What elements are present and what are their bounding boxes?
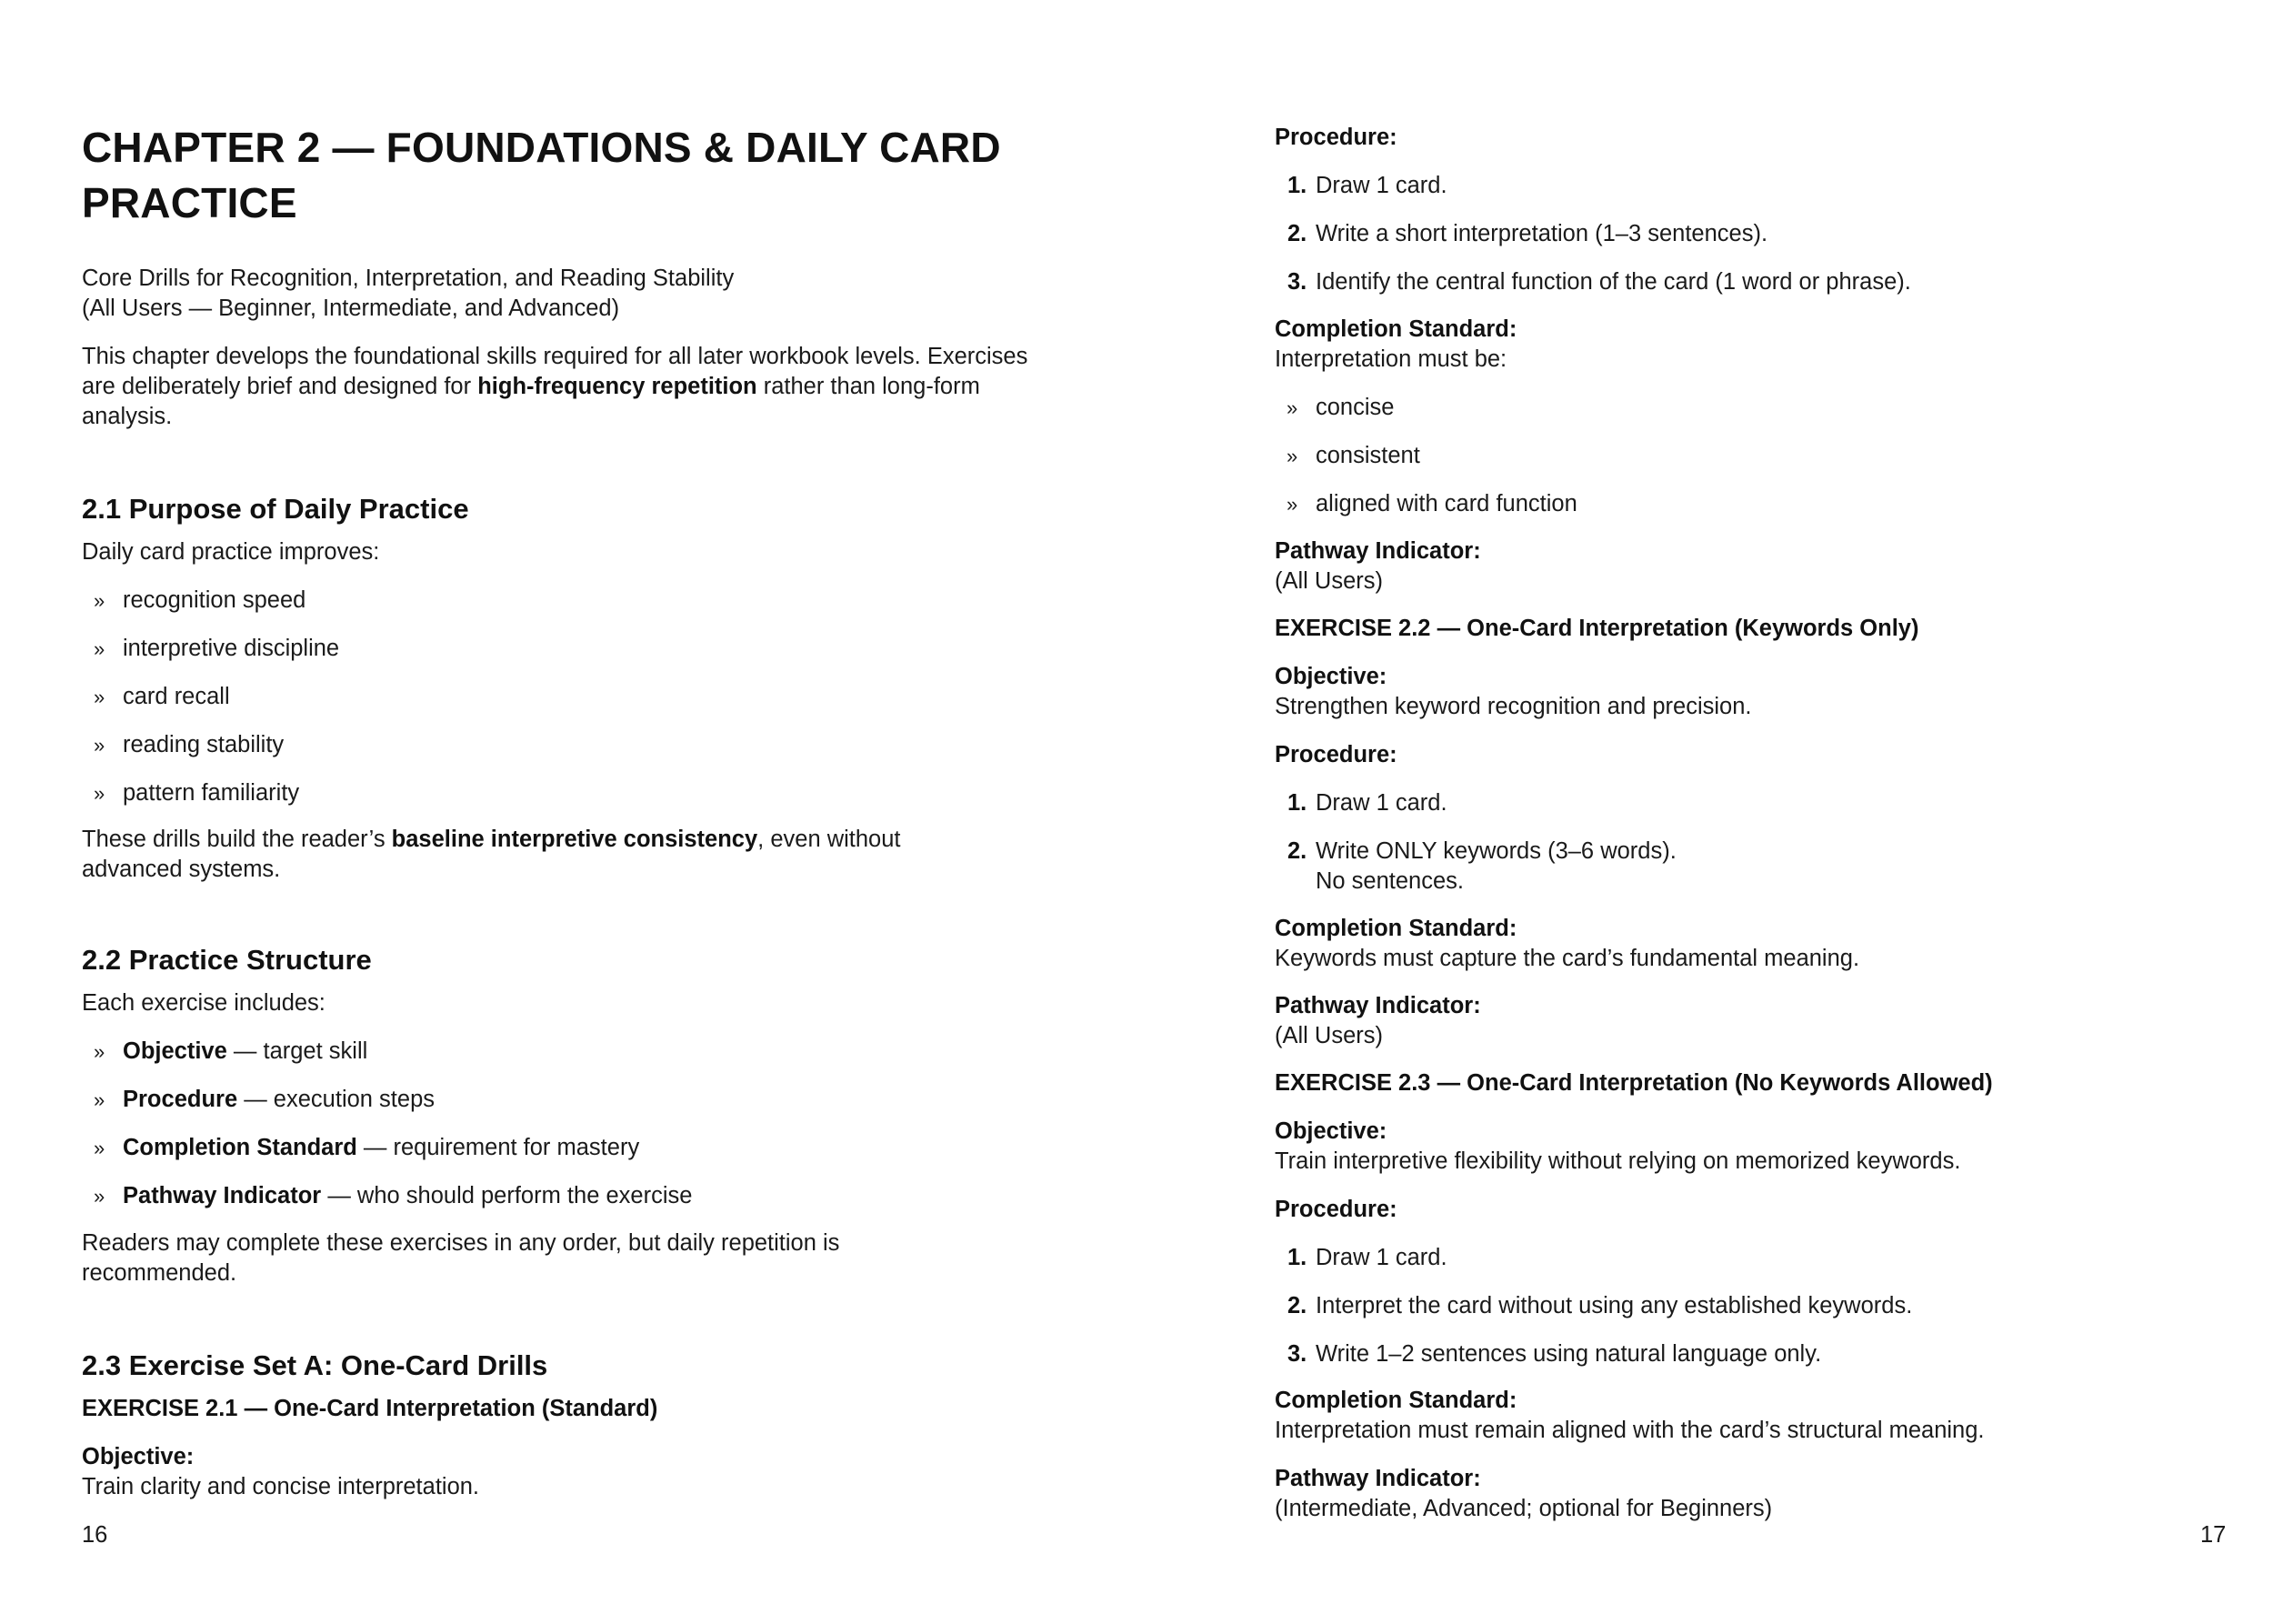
list-item-text: reading stability bbox=[123, 732, 285, 757]
ex21-completion-list bbox=[1275, 393, 2211, 537]
list-item-desc: — target skill bbox=[226, 1038, 368, 1064]
list-item-desc: — requirement for mastery bbox=[356, 1135, 640, 1160]
chapter-intro bbox=[82, 342, 1046, 432]
page-number-left: 16 bbox=[82, 1522, 108, 1548]
ex21-pathway bbox=[1275, 536, 2211, 596]
list-item-term: Completion Standard bbox=[123, 1135, 357, 1160]
completion-label: Completion Standard: bbox=[1275, 1388, 1517, 1413]
pathway-label: Pathway Indicator: bbox=[1275, 538, 1481, 564]
ex21-procedure-label: Procedure: bbox=[1275, 125, 1397, 150]
completion-label: Completion Standard: bbox=[1275, 916, 1517, 941]
subtitle-line-2: (All Users — Beginner, Intermediate, and Advanced) bbox=[82, 296, 620, 321]
step-item bbox=[1275, 171, 2211, 201]
bullet-mark: » bbox=[94, 782, 105, 805]
ex23-procedure-label: Procedure: bbox=[1275, 1197, 1397, 1222]
step-text: Draw 1 card. bbox=[1316, 1245, 1447, 1270]
list-item-term: Pathway Indicator bbox=[123, 1183, 322, 1208]
section-2-1-lead: Daily card practice improves: bbox=[82, 539, 380, 565]
list-item-text: recognition speed bbox=[123, 587, 306, 613]
intro-emphasis: high-frequency repetition bbox=[477, 374, 757, 399]
list-item bbox=[82, 730, 1064, 760]
intro-text-end: rather than long-form analysis. bbox=[82, 374, 980, 429]
list-item-text: consistent bbox=[1316, 443, 1420, 468]
list-item-desc: — execution steps bbox=[237, 1087, 436, 1112]
chapter-subtitle bbox=[82, 264, 1064, 324]
structure-list bbox=[82, 1037, 1064, 1229]
list-item-text: pattern familiarity bbox=[123, 780, 300, 806]
closing-text: These drills build the reader’s bbox=[82, 827, 392, 852]
list-item-text: card recall bbox=[123, 684, 230, 709]
ex23-pathway bbox=[1275, 1464, 2211, 1524]
objective-text: Train interpretive flexibility without relying on memorized keywords. bbox=[1275, 1148, 1961, 1174]
page-number-right: 17 bbox=[2200, 1522, 2227, 1548]
ex22-completion bbox=[1275, 914, 2211, 974]
step-text: Write 1–2 sentences using natural language only. bbox=[1316, 1341, 1822, 1367]
bullet-mark: » bbox=[94, 1088, 105, 1111]
section-2-2-closing: Readers may complete these exercises in any order, but daily repetition is recommended. bbox=[82, 1230, 840, 1286]
list-item bbox=[82, 682, 1064, 712]
step-item bbox=[1275, 267, 2211, 297]
completion-text: Interpretation must be: bbox=[1275, 346, 1507, 372]
list-item bbox=[1275, 441, 2211, 471]
pathway-label: Pathway Indicator: bbox=[1275, 993, 1481, 1018]
objective-label: Objective: bbox=[82, 1444, 195, 1469]
ex22-procedure-label: Procedure: bbox=[1275, 742, 1397, 767]
list-item bbox=[1275, 393, 2211, 423]
list-item-term: Procedure bbox=[123, 1087, 238, 1112]
bullet-mark: » bbox=[94, 1137, 105, 1159]
exercise-2-3-title: EXERCISE 2.3 — One-Card Interpretation (No Keywords Allowed) bbox=[1275, 1070, 1993, 1096]
step-item bbox=[1275, 1291, 2211, 1321]
list-item bbox=[82, 778, 1064, 808]
step-item bbox=[1275, 1243, 2211, 1273]
ex23-completion bbox=[1275, 1386, 2211, 1446]
step-number: 1. bbox=[1287, 1245, 1307, 1270]
bullet-mark: » bbox=[94, 589, 105, 612]
objective-label: Objective: bbox=[1275, 1118, 1387, 1144]
step-text: Draw 1 card. bbox=[1316, 173, 1447, 198]
step-text: Write a short interpretation (1–3 sentences). bbox=[1316, 221, 1768, 246]
list-item-desc: — who should perform the exercise bbox=[321, 1183, 693, 1208]
step-item bbox=[1275, 219, 2211, 249]
ex21-steps bbox=[1275, 171, 2211, 316]
chapter-title: CHAPTER 2 — FOUNDATIONS & DAILY CARD PRACTICE bbox=[82, 124, 1001, 226]
step-item bbox=[1275, 788, 2211, 818]
list-item bbox=[82, 634, 1064, 664]
list-item-text: concise bbox=[1316, 395, 1395, 420]
pathway-text: (All Users) bbox=[1275, 568, 1383, 594]
completion-label: Completion Standard: bbox=[1275, 316, 1517, 342]
bullet-mark: » bbox=[1287, 493, 1298, 516]
exercise-2-2-title: EXERCISE 2.2 — One-Card Interpretation (Keywords Only) bbox=[1275, 616, 1919, 641]
section-2-1-closing bbox=[82, 825, 991, 885]
step-item bbox=[1275, 837, 2211, 897]
bullet-mark: » bbox=[94, 734, 105, 757]
section-2-2-lead: Each exercise includes: bbox=[82, 990, 325, 1016]
objective-text: Strengthen keyword recognition and precision. bbox=[1275, 694, 1752, 719]
closing-emphasis: baseline interpretive consistency bbox=[391, 827, 758, 852]
pathway-label: Pathway Indicator: bbox=[1275, 1466, 1481, 1491]
bullet-mark: » bbox=[1287, 445, 1298, 467]
list-item bbox=[82, 1181, 1064, 1211]
pathway-text: (Intermediate, Advanced; optional for Beginners) bbox=[1275, 1496, 1773, 1521]
step-number: 3. bbox=[1287, 269, 1307, 295]
step-number: 2. bbox=[1287, 1293, 1307, 1318]
subtitle-line-1: Core Drills for Recognition, Interpretation, and Reading Stability bbox=[82, 266, 735, 291]
step-text: Interpret the card without using any established keywords. bbox=[1316, 1293, 1913, 1318]
step-number: 1. bbox=[1287, 173, 1307, 198]
ex22-pathway bbox=[1275, 991, 2211, 1051]
step-item bbox=[1275, 1339, 2211, 1369]
objective-text: Train clarity and concise interpretation. bbox=[82, 1474, 480, 1499]
step-number: 1. bbox=[1287, 790, 1307, 816]
completion-text: Interpretation must remain aligned with the card’s structural meaning. bbox=[1275, 1418, 1985, 1443]
ex23-objective bbox=[1275, 1117, 2211, 1177]
step-number: 2. bbox=[1287, 221, 1307, 246]
section-heading-2-1: 2.1 Purpose of Daily Practice bbox=[82, 493, 469, 525]
list-item bbox=[1275, 489, 2211, 519]
objective-label: Objective: bbox=[1275, 664, 1387, 689]
list-item-text: aligned with card function bbox=[1316, 491, 1577, 516]
section-heading-2-3: 2.3 Exercise Set A: One-Card Drills bbox=[82, 1349, 548, 1381]
section-heading-2-2: 2.2 Practice Structure bbox=[82, 944, 372, 976]
intro-text: This chapter develops the foundational skills required for all later workbook levels. Exercises are deliberately brief and designed for bbox=[82, 344, 1028, 399]
ex21-completion bbox=[1275, 315, 2211, 375]
bullet-mark: » bbox=[94, 1040, 105, 1063]
list-item bbox=[82, 1037, 1064, 1067]
list-item bbox=[82, 586, 1064, 616]
exercise-2-1-objective bbox=[82, 1442, 1064, 1502]
list-item-text: interpretive discipline bbox=[123, 636, 340, 661]
list-item bbox=[82, 1133, 1064, 1163]
ex23-steps bbox=[1275, 1243, 2211, 1388]
bullet-mark: » bbox=[94, 1185, 105, 1208]
pathway-text: (All Users) bbox=[1275, 1023, 1383, 1048]
completion-text: Keywords must capture the card’s fundamental meaning. bbox=[1275, 946, 1860, 971]
step-number: 2. bbox=[1287, 838, 1307, 864]
bullet-mark: » bbox=[1287, 396, 1298, 419]
ex22-steps bbox=[1275, 788, 2211, 915]
step-text: Write ONLY keywords (3–6 words). bbox=[1316, 838, 1677, 864]
ex22-objective bbox=[1275, 662, 2211, 722]
closing-text-end: , even without advanced systems. bbox=[82, 827, 901, 882]
bullet-mark: » bbox=[94, 637, 105, 660]
step-text: Draw 1 card. bbox=[1316, 790, 1447, 816]
exercise-2-1-title: EXERCISE 2.1 — One-Card Interpretation (Standard) bbox=[82, 1396, 658, 1421]
step-number: 3. bbox=[1287, 1341, 1307, 1367]
step-text: Identify the central function of the card (1 word or phrase). bbox=[1316, 269, 1911, 295]
list-item bbox=[82, 1085, 1064, 1115]
step-text-continued: No sentences. bbox=[1316, 868, 1465, 894]
bullet-mark: » bbox=[94, 686, 105, 708]
list-item-term: Objective bbox=[123, 1038, 227, 1064]
purpose-list bbox=[82, 586, 1064, 827]
